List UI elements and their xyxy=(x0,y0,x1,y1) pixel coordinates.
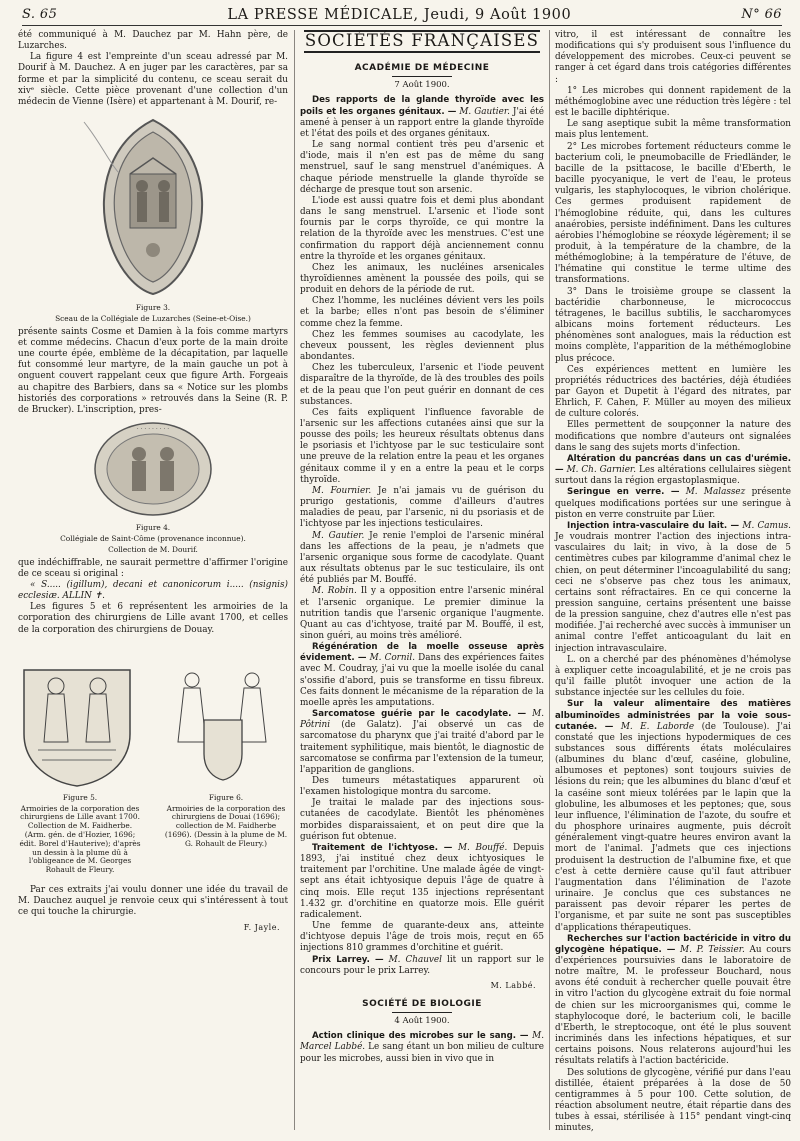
paragraph: Des solutions de glycogène, vérifié pur dans l'eau distillée, étaient préparées à la dose de 50 centigrammes à 5 pour 100. Cette solution, de réaction absolument neutre, était répartie dans des tubes à essai, stérilisée à 115° pendant vingt-cinq minutes, xyxy=(555,1067,791,1134)
paragraph: La figure 4 est l'empreinte d'un sceau adressé par M. Dourif à M. Dauchez. A en juger par les caractères, par sa forme et par la simplicité du contenu, ce sceau serait du xivᵉ siècle. Cette pièce provenant d'une collection d'un médecin de Vienne (Isère) et appartenant à M. Dourif, re- xyxy=(18,52,288,107)
figure-5 xyxy=(18,664,142,875)
paragraph: Au cours d'expériences poursuivies dans le laboratoire de notre maître, M. le professeur Bouchard, nous avons été conduit à rechercher quelle pouvait être in vitro l'action du glycogène extrait du foie normal de chien sur les microorganismes qui, comme le staphylocoque doré, le bacterium coli, le bacille d'Eberth, le streptocoque, ont été le plus souvent incriminés dans les infections hépatiques, et sur certains poisons. Nous relaterons aujourd'hui les résultats relatifs à l'action bactéricide. xyxy=(555,944,792,1067)
paragraph: Dans des expériences faites avec M. Coudray, j'ai vu que la moelle isolée du canal s'ossifie d'abord, puis se transforme en tissu fibreux. Ces faits donnent le mécanisme de la réparation de la moelle après les amputations. xyxy=(300,653,545,708)
paragraph: (de Galatz). J'ai observé un cas de sarcomatose du pharynx que j'ai traité d'abord par le traitement syphilitique, mais bientôt, le diagnostic de sarcomatose se confirma par l'extension de la tumeur, l'apparition de ganglions. xyxy=(300,720,545,775)
author-name: M. Pôtrini xyxy=(300,709,545,731)
paragraph: Par ces extraits j'ai voulu donner une idée du travail de M. Dauchez auquel je renvoie ceux qui s'intéressent à tout ce qui touche la chirurgie. xyxy=(18,885,288,918)
article-title: Altération du pancréas dans un cas d'urémie. — xyxy=(555,453,791,476)
author-name: M. Marcel Labbé. xyxy=(300,1031,545,1053)
figure-3 xyxy=(18,112,288,324)
article-title: Prix Larrey. — xyxy=(312,954,384,965)
session-date: 4 Août 1900. xyxy=(394,1016,450,1027)
paragraph: Depuis 1893, j'ai institué chez deux ichtyosiques le traitement par l'orchitine. Une malade âgée de vingt-sept ans était ichtyosique depuis l'âge de quatre à cinq mois. Elle reçut 135 injections représentant 1.432 gr. d'orchitine en quatorze mois. Elle guérit radicalement. xyxy=(300,842,545,920)
inscription: « S..... (igillum), decani et canonicorum i..... (nsignis) ecclesiæ. ALLIN ✝. xyxy=(18,579,288,602)
author-signature: F. Jayle. xyxy=(243,922,280,932)
paragraph: Le sang normal contient très peu d'arsenic et d'iode, mais il n'en est pas de même du sang menstruel, sauf le sang menstruel d'anémiques. A chaque période menstruelle la glande thyroïde se décharge de presque tout son arsenic. xyxy=(300,140,544,195)
session-date: 7 Août 1900. xyxy=(394,80,450,91)
article-title: Des rapports de la glande thyroïde avec les poils et les organes génitaux. — xyxy=(300,95,544,117)
svg-text:· · · · · · · · ·: · · · · · · · · · xyxy=(136,426,170,434)
paragraph: L'iode est aussi quatre fois et demi plus abondant dans le sang menstruel. L'arsenic et l'iode sont fournis par le corps thyroïde, ce qui montre la relation de la thyroïde avec les menstrues. C'est une confirmation du rapport déjà anciennement connu entre la thyroïde et les organes génitaux. xyxy=(300,195,544,262)
paragraph: Chez les tuberculeux, l'arsenic et l'iode peuvent disparaître de la thyroïde, de là des troubles des poils et de la peau que l'on peut guérir en donnant de ces substances. xyxy=(300,363,544,407)
author-name: M. Ch. Garnier. xyxy=(566,465,636,476)
paragraph: présente saints Cosme et Damien à la fois comme martyrs et comme médecins. Chacun d'eux porte de la main droite une courte épée, emblème de la décapitation, par laquelle fut consommé leur martyre, de la main gauche un pot à onguent couvert rappelant ceux que figure Arth. Forgeais au chapitre des Barbiers, dans sa « Notice sur les plombs historiés des corporations » retrouvés dans la Seine (R. P. de Brucker). L'inscription, pres- xyxy=(18,326,288,415)
page-header xyxy=(22,4,782,26)
paragraph: Elles permettent de soupçonner la nature des modifications que nombre d'auteurs ont signalées dans le sang des sujets morts d'infection. xyxy=(555,420,791,453)
author-name: M. Chauvel xyxy=(388,954,442,965)
author-name: M. P. Teissier. xyxy=(680,944,745,955)
figure-5-caption: Armoiries de la corporation des chirurgiens de Lille avant 1700. Collection de M. Faidherbe. (Arm. gén. de d'Hozier, 1696; édit. Borel d'Hauterive); d'après un dessin à la plume dû à l'obligeance de M. Georges Rohault de Fleury. xyxy=(19,803,141,875)
figure-4-caption-line1: Collégiale de Saint-Côme (provenance inconnue). xyxy=(60,534,246,544)
column-middle xyxy=(300,30,544,1065)
journal-title: LA PRESSE MÉDICALE, Jeudi, 9 Août 1900 xyxy=(227,6,572,23)
figure-6-caption: Armoiries de la corporation des chirurgiens de Douai (1696); collection de M. Faidherbe (1696). (Dessin à la plume de M. G. Rohault de Fleury.) xyxy=(164,803,288,848)
article-title: Recherches sur l'action bactéricide in vitro du glycogène hépatique. — xyxy=(555,933,791,955)
society-heading: ACADÉMIE DE MÉDECINE xyxy=(354,63,490,74)
paragraph: Chez les femmes soumises au cacodylate, les cheveux poussent, les règles deviennent plus abondantes. xyxy=(300,329,544,363)
paragraph: Chez l'homme, les nucléines dévient vers les poils et la barbe; elles n'ont pas besoin de s'éliminer comme chez la femme. xyxy=(300,296,544,329)
figure-6 xyxy=(164,664,288,875)
paragraph: L. on a cherché par des phénomènes d'hémolyse à expliquer cette incoagulabilité, et je ne crois pas qu'il faille plutôt invoquer une action de la substance injectée sur les cellules du foie. xyxy=(555,654,791,699)
article-title: Traitement de l'ichtyose. — xyxy=(312,842,453,853)
figure-4-caption-line2: Collection de M. Dourif. xyxy=(108,544,198,554)
issue-number: N° 66 xyxy=(741,7,782,22)
author-name: M. Malassez xyxy=(685,487,746,498)
figures-5-6 xyxy=(18,664,288,875)
paragraph: (de Toulouse). J'ai constaté que les injections hypodermiques de ces substances sous différents états moléculaires (albumines du blanc d'œuf, caséine, globuline, albumoses et peptones) sont toujours suivies de lésions du rein; que les albumines du blanc d'œuf et la caséine sont mieux tolérées par le lapin que la globuline, les albumoses et les peptones; que, sous leur influence, l'élimination de l'azote, du soufre et du phosphore urinaires augmente, puis décroît généralement vingt-quatre heures environ avant la mort de l'animal. J'admets que ces injections produisent la destruction de l'albumine fixe, et que c'est à cette dernière cause qu'il faut attribuer l'augmentation dans l'élimination de l'azote urinaire. Je conclus que ces substances ne paraissent pas devoir réparer les pertes de l'organisme, et par suite ne sont pas susceptibles d'applications thérapeutiques. xyxy=(555,721,792,933)
paragraph: 3° Dans le troisième groupe se classent la bactéridie charbonneuse, le micrococcus tétragenes, le bacillus subtilis, le saccharomyces albicans moins fortement réducteurs. Les phénomènes sont analogues, mais la réduction est moins complète, l'apparition de la méthémoglobine plus précoce. xyxy=(555,286,791,364)
seal-luzarches-image xyxy=(78,112,228,298)
paragraph: Je n'ai jamais vu de guérison du prurigo gestationis, comme d'ailleurs d'autres maladies de peau, par l'arsenic, ni du psoriasis et de l'ichtyose par les injections testiculaires. xyxy=(300,485,544,530)
article-title: Action clinique des microbes sur le sang. — xyxy=(312,1031,529,1042)
figure-3-caption: Sceau de la Collégiale de Luzarches (Seine-et-Oise.) xyxy=(55,314,251,324)
article-title: Sarcomatose guérie par le cacodylate. — xyxy=(312,709,527,720)
author-name: M. Gautier. xyxy=(312,530,365,541)
figure-5-label: Figure 5. xyxy=(62,792,98,802)
paragraph: 2° Les microbes fortement réducteurs comme le bacterium coli, le pneumobacille de Friedländer, le bacille de la psittacose, le bacille d'Eberth, le bacille pyocyanique, le vert de l'eau, le proteus vulgaris, les staphylocoques, le vibrion cholérique. Ces germes produisent rapidement de l'hémoglobine réduite, qui, dans les cultures anaérobies, persiste indéfiniment. Dans les cultures aérobies l'hémoglobine se réoxyde légèrement; il se produit, à la température de la chambre, de la méthémoglobine; à la température de l'étuve, de l'hématine qui constitue le terme ultime des transformations. xyxy=(555,141,791,286)
arms-douai-image xyxy=(164,664,282,788)
seal-saint-come-image xyxy=(83,420,223,518)
folio: S. 65 xyxy=(22,7,58,22)
paragraph: été communiqué à M. Dauchez par M. Hahn père, de Luzarches. xyxy=(18,30,288,52)
paragraph: présente quelques modifications portées sur une seringue à piston en verre construite par Lüer. xyxy=(555,487,792,520)
paragraph: Je traitai le malade par des injections sous-cutanées de cacodylate. Bientôt les phénomènes morbides disparaissaient, et on peut dire que la guérison fut obtenue. xyxy=(300,798,544,842)
column-divider-2 xyxy=(549,30,550,1130)
paragraph: vitro, il est intéressant de connaître les modifications qui s'y produisent sous l'influence du développement des microbes. Ceux-ci peuvent se ranger à cet égard dans trois catégories différentes : xyxy=(555,30,791,85)
author-name: M. Cornil. xyxy=(369,653,416,664)
paragraph: Les figures 5 et 6 représentent les armoiries de la corporation des chirurgiens de Lille avant 1700, et celles de la corporation des chirurgiens de Douay. xyxy=(18,602,288,635)
author-name: M. Camus. xyxy=(742,520,791,531)
column-left xyxy=(18,30,288,936)
report-signature: M. Labbé. xyxy=(490,980,536,990)
paragraph: Ces faits expliquent l'influence favorable de l'arsenic sur les affections cutanées ainsi que sur la pousse des poils; les heureux résultats obtenus dans le psoriasis et l'ichtyose par le suc testiculaire sont une preuve de la relation entre la peau et les organes génitaux comme il y en a entre la peau et le corps thyroïde. xyxy=(300,407,544,485)
paragraph: 1° Les microbes qui donnent rapidement de la méthémoglobine avec une réduction très légère : tel est le bacille diphtérique. xyxy=(555,85,791,119)
figure-4 xyxy=(18,420,288,555)
paragraph: Le sang étant un bon milieu de culture pour les microbes, aussi bien in vivo que in xyxy=(300,1042,544,1064)
section-banner: SOCIÉTÉS FRANÇAISES xyxy=(304,30,540,53)
paragraph: Une femme de quarante-deux ans, atteinte d'ichtyose depuis l'âge de trois mois, reçut en 65 injections 810 grammes d'orchitine et guérit. xyxy=(300,921,544,954)
author-name: M. Gautier. xyxy=(459,106,510,117)
figure-3-label: Figure 3. xyxy=(135,303,171,313)
article-title: Sur la valeur alimentaire des matières albuminoïdes administrées par la voie sous-cutanée. — xyxy=(555,699,791,732)
heading-rule xyxy=(392,76,452,77)
paragraph: Je voudrais montrer l'action des injections intra-vasculaires du lait; in vivo, à la dose de 5 centimètres cubes par kilogramme d'animal chez le chien, on peut déterminer l'incoagulabilité du sang; ceci ne s'observe pas chez tous les animaux, certains sont réfractaires. En ce qui concerne la pression sanguine, certains présentent une baisse de la pression sanguine, chez d'autres elle n'est pas modifiée. J'ai recherché avec succès à immuniser un animal contre l'effet anticoagulant du lait en injection intravasculaire. xyxy=(555,532,791,654)
author-name: M. Bouffé. xyxy=(458,842,508,853)
figure-6-label: Figure 6. xyxy=(208,792,244,802)
article-title: Injection intra-vasculaire du lait. — xyxy=(567,520,740,531)
author-name: M. Robin. xyxy=(312,586,357,597)
paragraph: Des tumeurs métastatiques apparurent où l'examen histologique montra du sarcome. xyxy=(300,776,544,798)
article-title: Seringue en verre. — xyxy=(567,487,680,498)
paragraph: Ces expériences mettent en lumière les propriétés réductrices des bactéries, déjà étudiées par Gayon et Dupetit à l'égard des nitrates, par Ehrlich, F. Cahen, F. Müller au moyen des milieux de culture colorés. xyxy=(555,364,791,420)
column-divider-1 xyxy=(294,30,295,1130)
author-name: M. Fournier. xyxy=(312,485,372,496)
paragraph: J'ai été amené à penser à un rapport entre la glande thyroïde et l'état des poils et des organes génitaux. xyxy=(300,106,545,139)
author-name: M. E. Laborde xyxy=(620,721,695,732)
paragraph: que indéchiffrable, ne saurait permettre d'affirmer l'origine de ce sceau si original : xyxy=(18,557,288,579)
paragraph: Chez les animaux, les nucléines arsenicales thyroïdiennes amènent la poussée des poils, qui se produit en dehors de la période de rut. xyxy=(300,262,544,296)
arms-lille-image xyxy=(18,664,136,788)
paragraph: Je renie l'emploi de l'arsenic minéral dans les affections de la peau, je n'admets que l'arsenic organique sous forme de cacodylate. Quant aux résultats obtenus par le suc testiculaire, ils ont été publiés par M. Bouffé. xyxy=(300,530,545,586)
paragraph: Le sang aseptique subit la même transformation mais plus lentement. xyxy=(555,119,791,141)
figure-4-label: Figure 4. xyxy=(135,523,171,533)
society-heading: SOCIÉTÉ DE BIOLOGIE xyxy=(362,998,482,1009)
article-title: Régénération de la moelle osseuse après évidement. — xyxy=(300,642,544,664)
column-right xyxy=(555,30,791,1134)
paragraph: Les altérations cellulaires siègent surtout dans la région ergastoplasmique. xyxy=(555,465,792,487)
paragraph: Il y a opposition entre l'arsenic minéral et l'arsenic organique. Le premier diminue la nutrition tandis que l'arsenic organique l'augmente. Quant au cas d'ichtyose, traité par M. Bouffé, il est, sinon guéri, au moins très amélioré. xyxy=(300,586,545,641)
heading-rule xyxy=(392,1012,452,1013)
paragraph: lit un rapport sur le concours pour le prix Larrey. xyxy=(300,954,545,976)
